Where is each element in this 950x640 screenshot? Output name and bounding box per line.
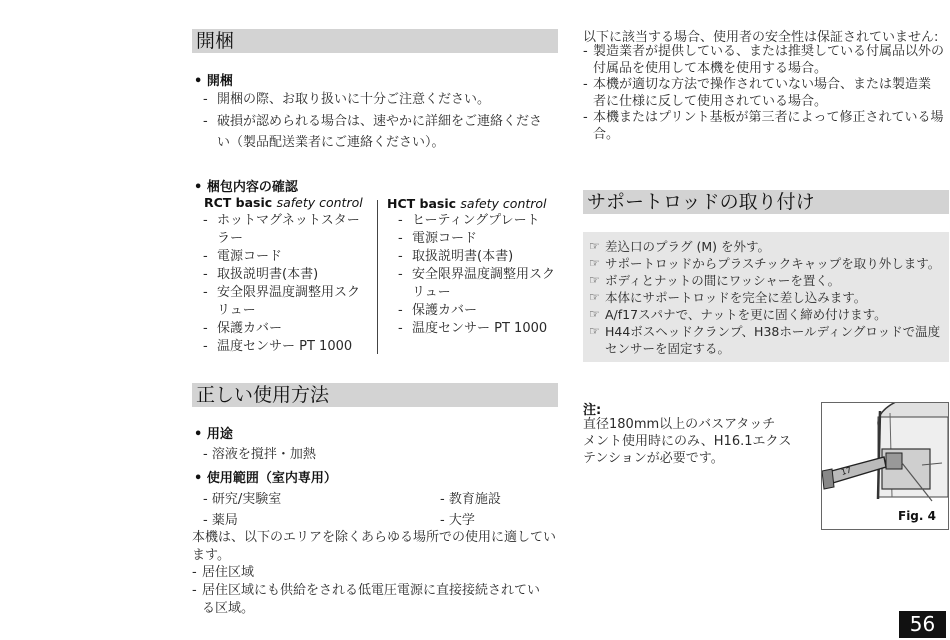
list-item: 温度センサー PT 1000 [217,339,353,354]
hct-product-title: HCT basic safety control [387,196,547,211]
exclusion-item-1: - 居住区域 [192,565,255,580]
list-item: ラー [217,231,244,246]
list-item: 安全限界温度調整用スク [412,267,556,282]
contents-bullet: • 梱包内容の確認 [194,180,298,195]
list-item: 電源コード [217,249,283,264]
note-label: 注: [583,403,602,418]
pointing-hand-icon: ☞ [589,307,600,321]
range-bullet: • 使用範囲（室内専用） [194,471,337,486]
contents-divider [377,200,378,354]
pointing-hand-icon: ☞ [589,239,600,253]
list-item: 保護カバー [217,321,283,336]
list-item: 取扱説明書(本書) [412,249,514,264]
list-item: ホットマグネットスター [217,213,360,228]
list-item: 保護カバー [412,303,478,318]
support-rod-step-3: ☞ ボディとナットの間にワッシャーを置く。 [589,273,841,288]
safety-list: - 製造業者が提供している、または推奨している付属品以外の 付属品を使用して本機を使用する場合。 - 本機が適切な方法で操作されていない場合、または製造業 者に仕様に反して使用されている場合。 - 本機またはプリント基板が第三者によって修正されている場 合。 [583,44,945,142]
list-item: リュー [412,285,451,300]
unpacking-bullet: • 開梱 [194,74,233,89]
support-rod-step-4: ☞ 本体にサポートロッドを完全に差し込みます。 [589,290,867,305]
spanner-size-label: 17 [840,465,853,477]
list-item: 製造業者が提供している、または推奨している付属品以外の [593,44,945,59]
list-item: リュー [217,303,256,318]
support-rod-step-5: ☞ A/f17スパナで、ナットを更に固く締め付けます。 [589,307,887,322]
list-item: 本機またはプリント基板が第三者によって修正されている場 [593,110,944,125]
hct-contents-list: - ヒーティングプレート - 電源コード - 取扱説明書(本書) - 安全限界温度調整用スク リュー - 保護カバー - 温度センサー PT 1000 [398,212,566,338]
list-item: 合。 [593,126,620,142]
pointing-hand-icon: ☞ [589,290,600,304]
list-item: 本機が適切な方法で操作されていない場合、または製造業 [593,77,932,92]
list-item: 安全限界温度調整用スク [217,285,361,300]
safety-intro: 以下に該当する場合、使用者の安全性は保証されていません: [583,30,939,45]
pointing-hand-icon: ☞ [589,256,600,270]
purpose-bullet: • 用途 [194,427,233,442]
page-number: 56 [899,611,946,638]
support-rod-step-1: ☞ 差込口のプラグ (M) を外す。 [589,239,770,254]
support-rod-step-2: ☞ サポートロッドからプラスチックキャップを取り外します。 [589,256,941,271]
pointing-hand-icon: ☞ [589,273,600,287]
section-heading-correct-use: 正しい使用方法 [192,383,558,407]
purpose-item: - 溶液を撹拌・加熱 [203,447,316,462]
list-item: 者に仕様に反して使用されている場合。 [593,93,828,109]
range-item-education: - 教育施設 [440,492,501,507]
list-item: 付属品を使用して本機を使用する場合。 [593,60,828,76]
pointing-hand-icon: ☞ [589,324,600,338]
list-item: 取扱説明書(本書) [217,267,319,282]
rct-product-title: RCT basic safety control [204,195,363,210]
note-text: 直径180mm以上のバスアタッチ メント使用時にのみ、H16.1エクス テンションが必要です。 [583,417,792,466]
range-item-university: - 大学 [440,513,475,528]
exclusion-item-2: - 居住区域にも供給をされる低電圧電源に直接接続されてい る区域。 [192,583,541,616]
section-heading-unpacking: 開梱 [192,29,558,53]
unpacking-item-2: - 破損が認められる場合は、速やかに詳細をご連絡くださ い（製品配送業者にご連絡ください）。 [203,114,543,150]
range-item-lab: - 研究/実験室 [203,492,282,507]
range-item-pharmacy: - 薬局 [203,513,238,528]
list-item: 温度センサー PT 1000 [412,321,548,336]
support-rod-steps-box [583,232,949,362]
use-paragraph: 本機は、以下のエリアを除くあらゆる場所での使用に適してい ます。 [192,530,557,563]
list-item: 電源コード [412,231,478,246]
list-item: ヒーティングプレート [412,213,540,228]
section-heading-support-rod: サポートロッドの取り付け [583,190,949,214]
unpacking-item-1: - 開梱の際、お取り扱いに十分ご注意ください。 [203,92,491,107]
support-rod-step-6: ☞ H44ボスヘッドクランプ、H38ホールディングロッドで温度 センサーを固定する。 [589,324,941,356]
figure-label: Fig. 4 [898,509,936,523]
rct-contents-list: - ホットマグネットスター ラー - 電源コード - 取扱説明書(本書) - 安全限界温度調整用スク リュー - 保護カバー - 温度センサー PT 1000 [203,212,373,356]
figure-4 [821,402,949,530]
